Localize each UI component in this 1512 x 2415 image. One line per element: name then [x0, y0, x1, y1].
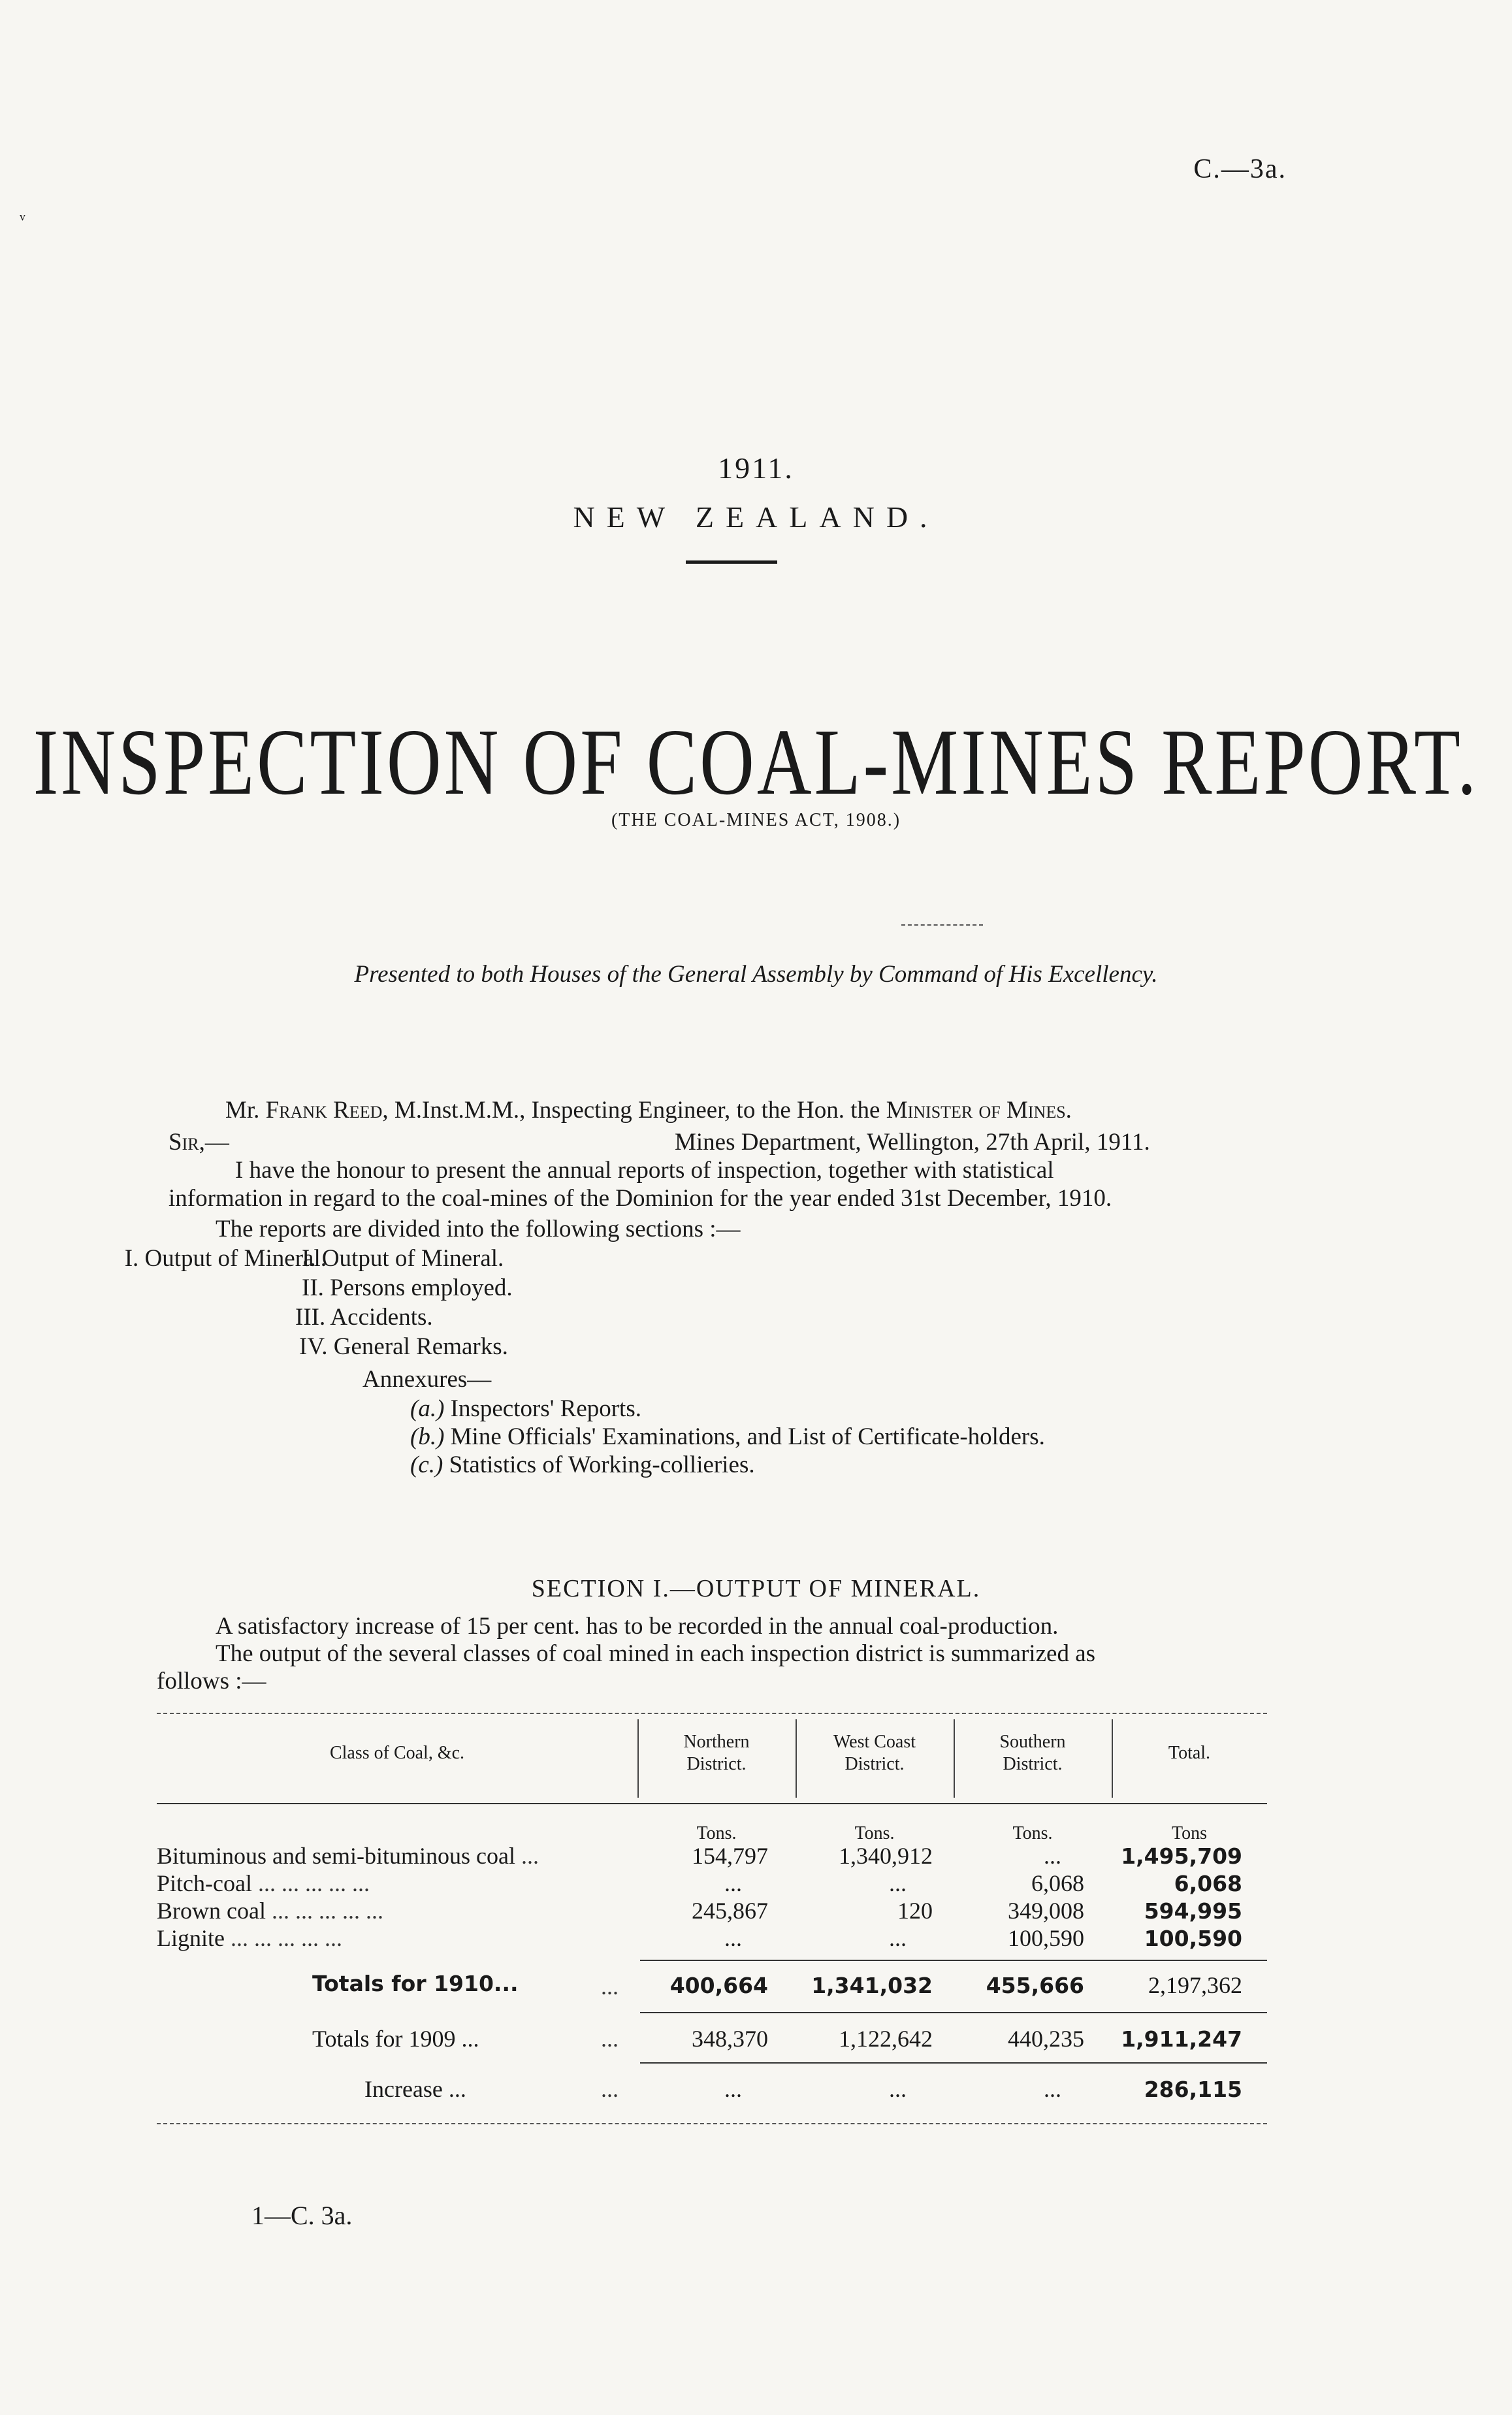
report-year: 1911.: [718, 451, 794, 485]
header-northern: Northern District.: [683, 1732, 750, 1774]
unit-label: Tons.: [696, 1823, 737, 1843]
salutation: Sir,—: [169, 1129, 229, 1156]
section-para1: A satisfactory increase of 15 per cent. has to be recorded in the annual coal-production.: [216, 1613, 1059, 1640]
letter-para1-line2: information in regard to the coal-mines of the Dominion for the year ended 31st December, 1910.: [169, 1185, 1112, 1212]
unit-label: Tons: [1171, 1823, 1208, 1843]
table-bottom-rule: [157, 2123, 1267, 2124]
ornament-divider: [901, 924, 983, 926]
annexure-item: (c.) Statistics of Working-collieries.: [410, 1451, 755, 1478]
unit-label: Tons.: [854, 1823, 895, 1843]
margin-mark: ᵛ: [20, 209, 25, 231]
unit-label: Tons.: [1012, 1823, 1053, 1843]
section-list-item: I. Output of Mineral.: [302, 1245, 504, 1272]
section-heading: SECTION I.—OUTPUT OF MINERAL.: [531, 1575, 981, 1602]
annexure-item: (a.) Inspectors' Reports.: [410, 1395, 641, 1422]
footer-signature: 1—C. 3a.: [251, 2201, 353, 2230]
table-header-rule: [157, 1803, 1267, 1804]
table-top-rule: [157, 1713, 1267, 1714]
minister-title: Minister of Mines: [886, 1097, 1066, 1124]
letter-para1-line1: I have the honour to present the annual reports of inspection, together with statistical: [235, 1157, 1054, 1184]
dateline: Mines Department, Wellington, 27th April, 1911.: [675, 1129, 1150, 1156]
subtotal-rule: [640, 1960, 1267, 1961]
section-list-item: II. Persons employed.: [302, 1274, 513, 1301]
increase-rule: [640, 2062, 1267, 2064]
annexures-label: Annexures—: [362, 1366, 492, 1393]
header-total: Total.: [1168, 1743, 1211, 1763]
title-divider: [686, 560, 777, 564]
letter-para2: The reports are divided into the following sections :—: [216, 1216, 741, 1242]
header-class: Class of Coal, &c.: [329, 1743, 465, 1763]
presented-line: Presented to both Houses of the General Assembly by Command of His Excellency.: [354, 961, 1158, 988]
author-name: Frank Reed: [265, 1097, 383, 1124]
header-westcoast: West Coast District.: [833, 1732, 916, 1774]
header-southern: Southern District.: [999, 1732, 1066, 1774]
section-list-item: IV. General Remarks.: [299, 1333, 508, 1360]
output-table: Class of Coal, &c. Northern District. West Coast District. Southern District. Total. Tons. Tons. Tons. Tons Bituminous and semi-bituminous coal ... 154,797 1,340,912 ... 1,495,709 Pitch-coal ... ... ... ... ... ... ... 6,068 6,068 Brown coal ... ... ... ... ... 245,867 120 349,008 594,995 Lignite ... ... ... ... ... ... ... 100,590 100,590 Totals for 1910... ... 400,664 1,341,032 455,666 2,197,362 Totals for 1909 ... ... 348,370 1,122,642 440,235 1,911,247 Increase ... ... ... ... ... 286,115: [157, 1713, 1267, 2170]
country-name: NEW ZEALAND.: [573, 500, 939, 534]
annexure-item: (b.) Mine Officials' Examinations, and List of Certificate-holders.: [410, 1423, 1045, 1450]
report-subtitle: (THE COAL-MINES ACT, 1908.): [611, 810, 901, 830]
section-para2-line1: The output of the several classes of coal mined in each inspection district is summarized as: [216, 1640, 1096, 1667]
page-reference: C.—3a.: [1193, 154, 1287, 184]
section-list-item: III. Accidents.: [295, 1304, 433, 1331]
letter-address: Mr. Frank Reed, M.Inst.M.M., Inspecting Engineer, to the Hon. the Minister of Mines.: [225, 1097, 1072, 1124]
totals-rule: [640, 2012, 1267, 2013]
report-title: INSPECTION OF COAL-MINES REPORT.: [33, 710, 1479, 815]
section-para2-line2: follows :—: [157, 1668, 266, 1694]
